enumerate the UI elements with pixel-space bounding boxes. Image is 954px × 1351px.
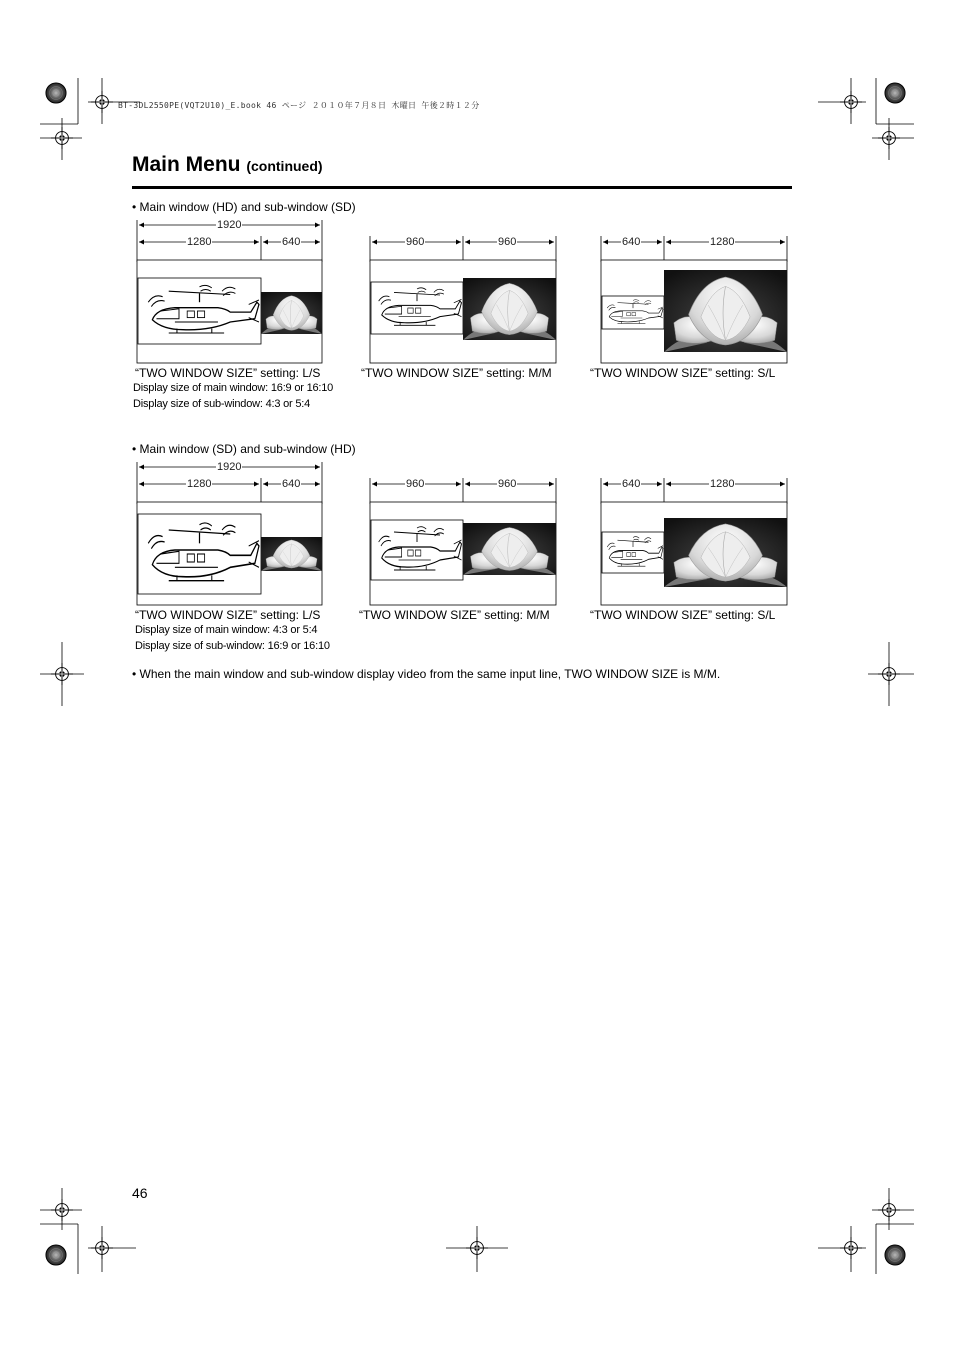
dimension-label: 960 (406, 478, 425, 490)
dimension-label: 960 (498, 478, 517, 490)
helicopter-image (371, 520, 463, 580)
dimension-label-total: 1920 (217, 219, 242, 231)
dimension-label: 640 (622, 236, 641, 248)
page-title-sub: (continued) (246, 158, 323, 174)
dimension-label: 1280 (710, 236, 735, 248)
diagram-caption: “TWO WINDOW SIZE” setting: M/M (361, 366, 552, 380)
dimension-label: 1280 (187, 478, 212, 490)
section1-heading: • Main window (HD) and sub-window (SD) (132, 200, 356, 214)
diagram-caption: “TWO WINDOW SIZE” setting: M/M (359, 608, 550, 622)
section2-heading: • Main window (SD) and sub-window (HD) (132, 442, 356, 456)
display-size-note: Display size of sub-window: 4:3 or 5:4 (133, 398, 311, 410)
dimension-label: 640 (282, 236, 301, 248)
diagram-caption: “TWO WINDOW SIZE” setting: L/S (135, 366, 321, 380)
diagram-caption: “TWO WINDOW SIZE” setting: L/S (135, 608, 321, 622)
dimension-label: 960 (498, 236, 517, 248)
footnote: • When the main window and sub-window display video from the same input line, TWO WINDOW SIZE is M/M. (132, 667, 721, 681)
helicopter-image (138, 514, 261, 594)
page-title-main: Main Menu (132, 153, 241, 176)
diagram-caption: “TWO WINDOW SIZE” setting: S/L (590, 608, 776, 622)
helicopter-image (602, 532, 664, 573)
dimension-label: 1280 (710, 478, 735, 490)
dimension-label: 640 (622, 478, 641, 490)
dimension-label: 1280 (187, 236, 212, 248)
flower-image (261, 537, 322, 571)
flower-image (664, 518, 787, 587)
dimension-label: 960 (406, 236, 425, 248)
display-size-note: Display size of main window: 16:9 or 16:10 (133, 382, 334, 394)
diagram-caption: “TWO WINDOW SIZE” setting: S/L (590, 366, 776, 380)
flower-image (463, 523, 556, 575)
dimension-label: 640 (282, 478, 301, 490)
page-number: 46 (132, 1185, 148, 1201)
print-header: BT-3DL2550PE(VQT2U10)_E.book 46 ページ ２０１０年７月８日 木曜日 午後２時１２分 (118, 101, 480, 110)
display-size-note: Display size of sub-window: 16:9 or 16:10 (135, 640, 330, 652)
dimension-label-total: 1920 (217, 461, 242, 473)
display-size-note: Display size of main window: 4:3 or 5:4 (135, 624, 318, 636)
